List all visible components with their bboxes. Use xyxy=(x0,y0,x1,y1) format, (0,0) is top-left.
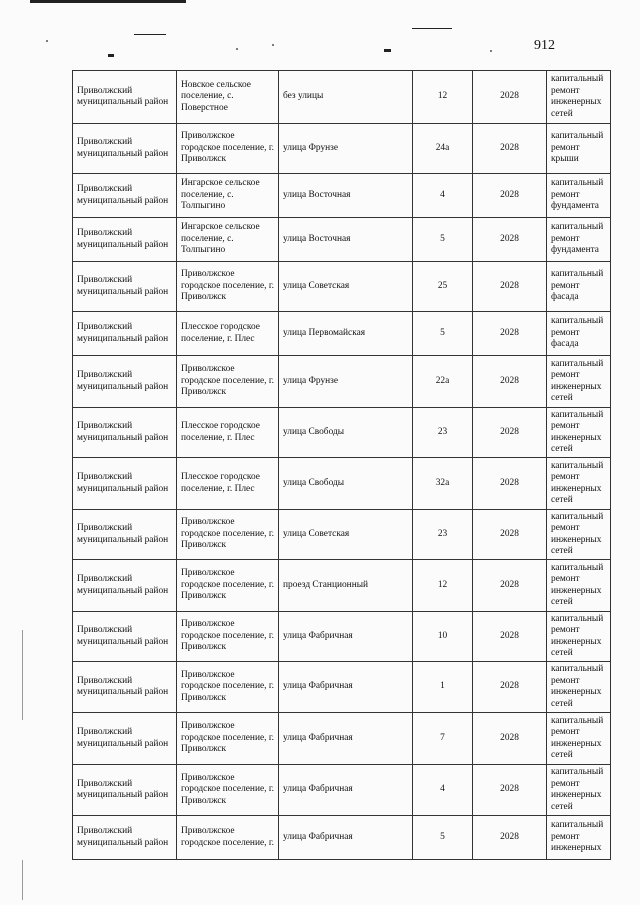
table-row xyxy=(73,662,611,713)
scan-speck xyxy=(46,40,48,42)
table-row xyxy=(73,356,611,408)
page-number: 912 xyxy=(534,38,555,53)
year-cell: 2028 xyxy=(473,408,547,458)
district-cell: Приволжский муниципальный район xyxy=(73,174,177,218)
work-type-cell: капитальный ремонт инженерных сетей xyxy=(547,560,611,612)
district-cell: Приволжский муниципальный район xyxy=(73,816,177,860)
district-cell: Приволжский муниципальный район xyxy=(73,71,177,124)
scan-artifact-dash xyxy=(108,54,114,57)
district-cell: Приволжский муниципальный район xyxy=(73,612,177,662)
street-cell: улица Восточная xyxy=(279,174,413,218)
scan-artifact-top-bar xyxy=(30,0,186,3)
table-row xyxy=(73,560,611,612)
work-type-cell: капитальный ремонт фундамента xyxy=(547,218,611,262)
district-cell: Приволжский муниципальный район xyxy=(73,765,177,816)
work-type-cell: капитальный ремонт инженерных xyxy=(547,816,611,860)
table-row xyxy=(73,174,611,218)
table-row xyxy=(73,124,611,174)
street-cell: улица Советская xyxy=(279,510,413,560)
settlement-cell: Приволжское городское поселение, г. Приволжск xyxy=(177,713,279,765)
house-number-cell: 12 xyxy=(413,560,473,612)
year-cell: 2028 xyxy=(473,174,547,218)
house-number-cell: 10 xyxy=(413,612,473,662)
settlement-cell: Плесское городское поселение, г. Плес xyxy=(177,458,279,510)
repair-schedule-table xyxy=(72,70,611,860)
settlement-cell: Приволжское городское поселение, г. Приволжск xyxy=(177,560,279,612)
district-cell: Приволжский муниципальный район xyxy=(73,262,177,312)
street-cell: улица Фрунзе xyxy=(279,124,413,174)
year-cell: 2028 xyxy=(473,560,547,612)
house-number-cell: 5 xyxy=(413,218,473,262)
district-cell: Приволжский муниципальный район xyxy=(73,218,177,262)
table-row xyxy=(73,262,611,312)
scan-speck xyxy=(236,48,238,50)
house-number-cell: 5 xyxy=(413,816,473,860)
district-cell: Приволжский муниципальный район xyxy=(73,356,177,408)
district-cell: Приволжский муниципальный район xyxy=(73,510,177,560)
work-type-cell: капитальный ремонт инженерных сетей xyxy=(547,765,611,816)
settlement-cell: Новское сельское поселение, с. Поверстное xyxy=(177,71,279,124)
house-number-cell: 23 xyxy=(413,408,473,458)
district-cell: Приволжский муниципальный район xyxy=(73,458,177,510)
street-cell: улица Фабричная xyxy=(279,662,413,713)
settlement-cell: Приволжское городское поселение, г. Приволжск xyxy=(177,262,279,312)
year-cell: 2028 xyxy=(473,612,547,662)
district-cell: Приволжский муниципальный район xyxy=(73,713,177,765)
house-number-cell: 7 xyxy=(413,713,473,765)
street-cell: улица Свободы xyxy=(279,408,413,458)
settlement-cell: Приволжское городское поселение, г. Приволжск xyxy=(177,510,279,560)
table-row xyxy=(73,71,611,124)
scan-artifact-dash xyxy=(134,34,166,35)
scan-speck xyxy=(272,44,274,46)
district-cell: Приволжский муниципальный район xyxy=(73,124,177,174)
settlement-cell: Приволжское городское поселение, г. Приволжск xyxy=(177,124,279,174)
year-cell: 2028 xyxy=(473,662,547,713)
year-cell: 2028 xyxy=(473,312,547,356)
scan-artifact-margin xyxy=(22,860,23,900)
house-number-cell: 25 xyxy=(413,262,473,312)
street-cell: улица Восточная xyxy=(279,218,413,262)
table-row xyxy=(73,218,611,262)
street-cell: улица Фабричная xyxy=(279,765,413,816)
scan-artifact-dash xyxy=(412,28,452,29)
house-number-cell: 12 xyxy=(413,71,473,124)
district-cell: Приволжский муниципальный район xyxy=(73,312,177,356)
table-row xyxy=(73,408,611,458)
street-cell: улица Свободы xyxy=(279,458,413,510)
scan-artifact-dash xyxy=(384,49,391,52)
street-cell: без улицы xyxy=(279,71,413,124)
street-cell: улица Фрунзе xyxy=(279,356,413,408)
house-number-cell: 22а xyxy=(413,356,473,408)
work-type-cell: капитальный ремонт инженерных сетей xyxy=(547,662,611,713)
year-cell: 2028 xyxy=(473,816,547,860)
house-number-cell: 32а xyxy=(413,458,473,510)
work-type-cell: капитальный ремонт инженерных сетей xyxy=(547,71,611,124)
house-number-cell: 4 xyxy=(413,174,473,218)
house-number-cell: 5 xyxy=(413,312,473,356)
year-cell: 2028 xyxy=(473,71,547,124)
work-type-cell: капитальный ремонт фасада xyxy=(547,312,611,356)
street-cell: улица Советская xyxy=(279,262,413,312)
settlement-cell: Ингарское сельское поселение, с. Толпыгино xyxy=(177,218,279,262)
year-cell: 2028 xyxy=(473,713,547,765)
street-cell: улица Фабричная xyxy=(279,713,413,765)
work-type-cell: капитальный ремонт фасада xyxy=(547,262,611,312)
table-row xyxy=(73,612,611,662)
settlement-cell: Приволжское городское поселение, г. xyxy=(177,816,279,860)
settlement-cell: Приволжское городское поселение, г. Приволжск xyxy=(177,612,279,662)
year-cell: 2028 xyxy=(473,765,547,816)
settlement-cell: Приволжское городское поселение, г. Приволжск xyxy=(177,662,279,713)
work-type-cell: капитальный ремонт инженерных сетей xyxy=(547,458,611,510)
year-cell: 2028 xyxy=(473,124,547,174)
street-cell: улица Первомайская xyxy=(279,312,413,356)
settlement-cell: Ингарское сельское поселение, с. Толпыгино xyxy=(177,174,279,218)
table-row xyxy=(73,816,611,860)
scan-speck xyxy=(490,50,492,52)
work-type-cell: капитальный ремонт инженерных сетей xyxy=(547,612,611,662)
work-type-cell: капитальный ремонт инженерных сетей xyxy=(547,510,611,560)
table-row xyxy=(73,765,611,816)
table-row xyxy=(73,713,611,765)
work-type-cell: капитальный ремонт фундамента xyxy=(547,174,611,218)
house-number-cell: 23 xyxy=(413,510,473,560)
year-cell: 2028 xyxy=(473,356,547,408)
work-type-cell: капитальный ремонт крыши xyxy=(547,124,611,174)
house-number-cell: 1 xyxy=(413,662,473,713)
street-cell: улица Фабричная xyxy=(279,612,413,662)
settlement-cell: Приволжское городское поселение, г. Приволжск xyxy=(177,765,279,816)
table-row xyxy=(73,510,611,560)
year-cell: 2028 xyxy=(473,262,547,312)
settlement-cell: Плесское городское поселение, г. Плес xyxy=(177,312,279,356)
house-number-cell: 4 xyxy=(413,765,473,816)
street-cell: проезд Станционный xyxy=(279,560,413,612)
scan-artifact-margin xyxy=(22,630,23,720)
settlement-cell: Плесское городское поселение, г. Плес xyxy=(177,408,279,458)
work-type-cell: капитальный ремонт инженерных сетей xyxy=(547,408,611,458)
district-cell: Приволжский муниципальный район xyxy=(73,408,177,458)
settlement-cell: Приволжское городское поселение, г. Приволжск xyxy=(177,356,279,408)
work-type-cell: капитальный ремонт инженерных сетей xyxy=(547,713,611,765)
street-cell: улица Фабричная xyxy=(279,816,413,860)
table-row xyxy=(73,458,611,510)
table-row xyxy=(73,312,611,356)
district-cell: Приволжский муниципальный район xyxy=(73,560,177,612)
year-cell: 2028 xyxy=(473,510,547,560)
house-number-cell: 24а xyxy=(413,124,473,174)
district-cell: Приволжский муниципальный район xyxy=(73,662,177,713)
year-cell: 2028 xyxy=(473,458,547,510)
year-cell: 2028 xyxy=(473,218,547,262)
work-type-cell: капитальный ремонт инженерных сетей xyxy=(547,356,611,408)
